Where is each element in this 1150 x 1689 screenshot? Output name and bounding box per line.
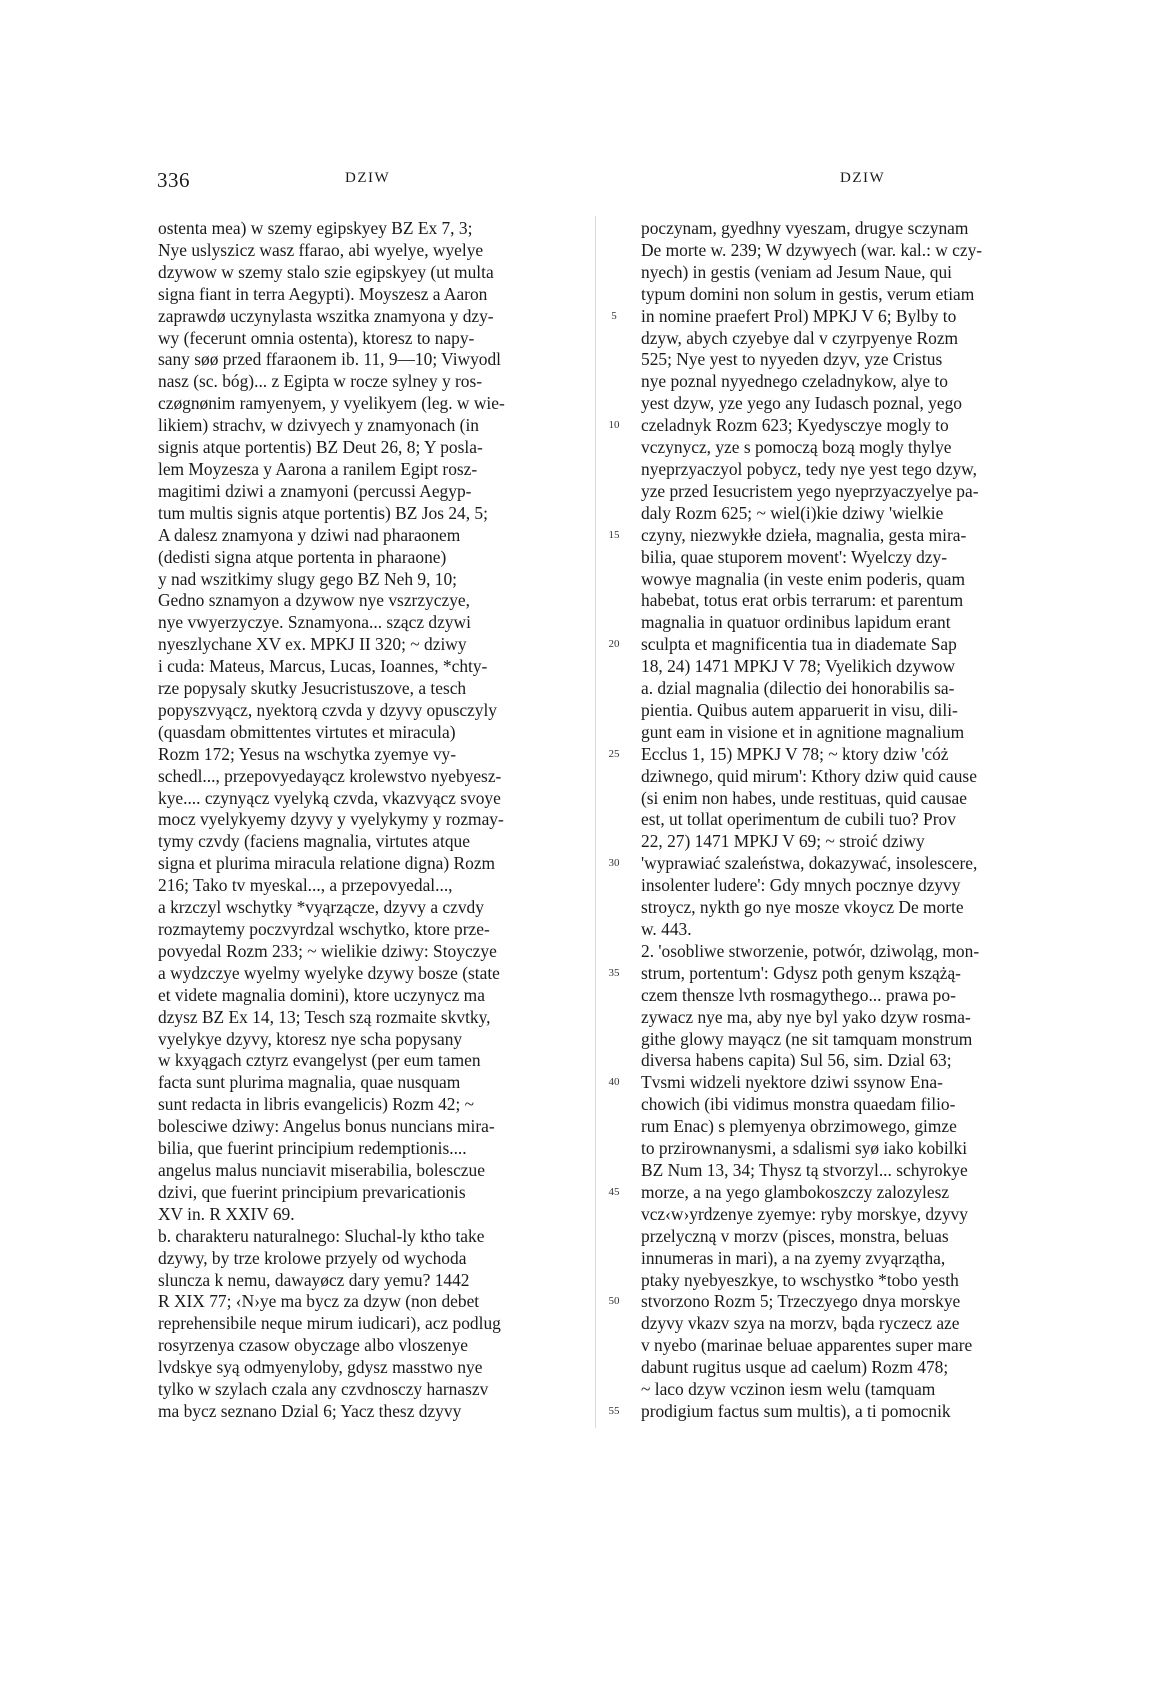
right-column-line: 2. 'osobliwe stworzenie, potwór, dziwoląg, mon- — [641, 940, 980, 961]
line-number: 20 — [608, 638, 620, 651]
right-column-line: chowich (ibi vidimus monstra quaedam filio- — [641, 1094, 956, 1115]
left-column-line: ostenta mea) w szemy egipskyey BZ Ex 7, 3; — [158, 218, 473, 238]
right-column-line: innumeras in mari), a na zyemy zvyąrzątha, — [641, 1247, 946, 1268]
left-column-line: signa et plurima miracula relatione digna) Rozm — [158, 853, 496, 874]
right-column-line: czyny, niezwykłe dzieła, magnalia, gesta mira- — [641, 524, 967, 545]
line-number: 40 — [608, 1076, 620, 1089]
right-column-line: magnalia in quatuor ordinibus lapidum erant — [641, 612, 951, 633]
right-column-line: est, ut tollat operimentum de cubili tuo? Prov — [641, 809, 956, 830]
left-column-line: et videte magnalia domini), ktore uczynycz ma — [158, 984, 485, 1005]
right-column-line: githe glowy mayącz (ne sit tamquam monstrum — [641, 1028, 973, 1049]
right-column-line: yze przed Iesucristem yego nyeprzyaczyelye pa- — [641, 480, 979, 501]
left-column-line: magitimi dziwi a znamyoni (percussi Aegyp- — [158, 480, 472, 501]
right-column-line: dabunt rugitus usque ad caelum) Rozm 478; — [641, 1357, 949, 1378]
left-column-line: w kxyągach cztyrz evangelyst (per eum tamen — [158, 1050, 481, 1071]
left-column-line: i cuda: Mateus, Marcus, Lucas, Ioannes, *chty- — [158, 656, 488, 677]
right-column-line: pientia. Quibus autem apparuerit in visu, dili- — [641, 699, 958, 720]
left-column-line: dzivi, que fuerint principium prevaricationis — [158, 1181, 466, 1202]
left-column-line: slunсza k nemu, dawayøcz dary yemu? 1442 — [158, 1269, 470, 1290]
left-column-line: dzywy, by trze krolowe przyely od wychoda — [158, 1247, 467, 1268]
right-column-line: stroycz, nykth go nye mosze vkoycz De morte — [641, 897, 964, 918]
right-column-line: v nyebo (marinae beluae apparentes super mare — [641, 1335, 973, 1356]
right-column-line: wowye magnalia (in veste enim poderis, quam — [641, 568, 966, 589]
right-column-line: ~ laco dzyw vczinon iesm welu (tamquam — [641, 1379, 936, 1400]
right-column-line: zywacz nye ma, aby nye byl yako dzyw rosma- — [641, 1006, 971, 1027]
left-column-line: nye vwyerzyczye. Sznamyona... sząсz dzywi — [158, 612, 471, 633]
line-number: 50 — [608, 1295, 620, 1308]
right-column-line: 18, 24) 1471 MPKJ V 78; Vyelikich dzywow — [641, 656, 956, 677]
right-column-line: vcz‹w›yrdzenye zyemye: ryby morskye, dzyvy — [641, 1203, 968, 1224]
right-column-line: Ecclus 1, 15) MPKJ V 78; ~ ktory dziw 'cóż — [641, 743, 949, 764]
left-column-line: 216; Tako tv myeskal..., a przepovyedal..., — [158, 875, 453, 896]
left-column-line: sunt redacta in libris evangelicis) Rozm 42; ~ — [158, 1094, 475, 1115]
right-column-line: dzyvy vkazv szya na morzv, bąda ryczecz aze — [641, 1313, 960, 1334]
right-column-line: in nomine praefert Prol) MPKJ V 6; Bylby to — [641, 305, 957, 326]
left-column-line: Rozm 172; Yesus na wschytka zyemye vy- — [158, 743, 457, 764]
left-column-line: A dalesz znamyona y dziwi nad pharaonem — [158, 524, 461, 545]
left-column-line: vyelykye dzyvy, ktoresz nye scha popysany — [158, 1028, 463, 1049]
right-column-line: habebat, totus erat orbis terrarum: et parentum — [641, 590, 964, 611]
running-head-right: DZIW — [840, 170, 886, 186]
right-column — [641, 218, 1071, 1423]
right-column-line: dziwnego, quid mirum': Kthory dziw quid cause — [641, 765, 977, 786]
left-column-line: zaprawdø uczynylasta wszitka znamyona y dzy- — [158, 305, 494, 326]
page-number: 336 — [157, 168, 190, 192]
line-number: 5 — [611, 309, 617, 322]
line-number: 15 — [608, 528, 620, 541]
right-column-line: BZ Num 13, 34; Thysz tą stvorzyl... schyrokye — [641, 1159, 968, 1180]
right-column-line: czem thensze lvth rosmagythego... prawa po- — [641, 984, 956, 1005]
left-column-line: sany søø przed ffaraonem ib. 11, 9—10; Viwyodl — [158, 349, 502, 370]
right-column-line: yest dzyw, yze yego any Iudasch poznal, yego — [641, 393, 962, 414]
left-column — [158, 218, 588, 1423]
right-column-line: diversa habens capita) Sul 56, sim. Dzial 63; — [641, 1050, 952, 1071]
right-column-line: insolenter ludere': Gdy mnych pocznye dzyvy — [641, 875, 961, 896]
left-column-line: rosyrzenya czasow obyczage albo vloszenye — [158, 1335, 468, 1356]
left-column-line: povyedal Rozm 233; ~ wielikie dziwy: Stoyczye — [158, 940, 497, 961]
left-column-line: (quasdam obmittentes virtutes et miracula) — [158, 721, 456, 742]
left-column-line: rozmaytemy poczvyrdzal wschytko, ktore prze- — [158, 919, 490, 939]
right-column-line: ptaky nyebyeszkye, to wschystko *tobo yesth — [641, 1269, 959, 1290]
left-column-line: tum multis signis atque portentis) BZ Jos 24, 5; — [158, 502, 488, 523]
left-column-line: signis atque portentis) BZ Deut 26, 8; Y posla- — [158, 437, 483, 458]
right-column-line: czeladnyk Rozm 623; Kyedysczye mogly to — [641, 415, 949, 436]
right-column-line: (si enim non habes, unde restituas, quid causae — [641, 787, 967, 808]
left-column-line: mocz vyelykyemy dzyvy y vyelykymy y rozmay- — [158, 809, 504, 830]
left-column-line: facta sunt plurima magnalia, quae nusquam — [158, 1072, 461, 1093]
left-column-line: wy (fecerunt omnia ostenta), ktoresz to napy- — [158, 327, 475, 348]
right-column-line: strum, portentum': Gdysz poth genym kszążą- — [641, 962, 961, 983]
right-column-line: w. 443. — [641, 919, 692, 939]
right-column-line: gunt eam in visione et in agnitione magnalium — [641, 721, 965, 742]
left-column-line: Gedno sznamyon a dzywow nye vszrzyczye, — [158, 590, 470, 611]
left-column-line: Nye uslyszicz wasz ffarao, abi wyelye, wyelye — [158, 239, 484, 260]
line-number: 55 — [608, 1404, 620, 1417]
left-column-line: y nad wszitkimy slugy gego BZ Neh 9, 10; — [158, 568, 457, 589]
left-column-line: dzysz BZ Ex 14, 13; Tesch szą rozmaite skvtky, — [158, 1006, 491, 1027]
right-column-line: typum domini non solum in gestis, verum etiam — [641, 283, 975, 304]
right-column-line: to przirownanysmi, a sdalismi syø iako kobilki — [641, 1138, 968, 1159]
right-column-line: przelyczną v morzv (pisces, monstra, beluas — [641, 1225, 949, 1246]
line-number: 25 — [608, 747, 620, 760]
right-column-line: 525; Nye yest to nyyeden dzyv, yze Cristus — [641, 349, 943, 370]
right-column-line: prodigium factus sum multis), a ti pomocnik — [641, 1400, 951, 1421]
left-column-line: rze popysaly skutky Jesucristuszove, a tesch — [158, 678, 467, 699]
left-column-line: czøgnønim ramyenyem, y vyelikyem (leg. w wie- — [158, 393, 505, 414]
right-column-line: morze, a na yego glambokoszczy zalozylesz — [641, 1181, 950, 1202]
right-column-line: daly Rozm 625; ~ wiel(i)kie dziwy 'wielkie — [641, 502, 944, 523]
left-column-line: popyszvyącz, nyektorą czvda y dzyvy opusczyly — [158, 699, 497, 720]
left-column-line: a wydzczye wyelmy wyelyke dzywy bosze (state — [158, 962, 500, 983]
left-column-line: reprehensibile neque mirum iudicari), acz podlug — [158, 1313, 501, 1334]
right-column-line: a. dzial magnalia (dilectio dei honorabilis sa- — [641, 678, 955, 699]
left-column-line: lvdskye syą odmyenyloby, gdysz masstwo nye — [158, 1357, 483, 1378]
left-column-line: tylko w szylach czala any czvdnosczy harnaszv — [158, 1379, 489, 1400]
right-column-line: poczynam, gyedhny vyeszam, drugye sczynam — [641, 218, 969, 238]
left-column-line: ma bycz seznano Dzial 6; Yacz thesz dzyvy — [158, 1400, 462, 1421]
left-column-line: bolesciwe dziwy: Angelus bonus nuncians mira- — [158, 1116, 495, 1137]
right-column-line: vczynycz, yze s pomoczą bozą mogly thylye — [641, 437, 952, 458]
left-column-line: likiem) strachv, w dzivyech y znamyonach (in — [158, 415, 479, 436]
right-column-line: 22, 27) 1471 MPKJ V 69; ~ stroić dziwy — [641, 831, 925, 852]
column-rule — [595, 216, 596, 1428]
left-column-line: angelus malus nunciavit miserabilia, bolesczue — [158, 1159, 485, 1180]
right-column-line: Tvsmi widzeli nyektore dziwi ssynow Ena- — [641, 1072, 943, 1093]
right-column-line: 'wyprawiać szaleństwa, dokazywać, insolescere, — [641, 853, 978, 874]
line-number: 45 — [608, 1185, 620, 1198]
left-column-line: tymy czvdy (faciens magnalia, virtutes atque — [158, 831, 470, 852]
line-number: 30 — [608, 857, 620, 870]
left-column-line: XV in. R XXIV 69. — [158, 1203, 295, 1224]
running-head-left: DZIW — [345, 170, 391, 186]
left-column-line: a krzczyl wschytky *vyąrzącze, dzyvy a czvdy — [158, 897, 484, 918]
left-column-line: dzywow w szemy stalo szie egipskyey (ut multa — [158, 261, 494, 282]
right-column-line: nyech) in gestis (veniam ad Jesum Naue, qui — [641, 261, 953, 282]
left-column-line: bilia, que fuerint principium redemptionis.... — [158, 1138, 467, 1159]
line-number: 35 — [608, 966, 620, 979]
left-column-line: schedl..., przepovyedayącz krolewstvo nyebyesz- — [158, 765, 502, 786]
left-column-line: b. charakteru naturalnego: Sluchal-ly ktho take — [158, 1225, 485, 1246]
right-column-line: nye poznal nyyednego czeladnykow, alye to — [641, 371, 948, 392]
right-column-line: sculpta et magnificentia tua in diademate Sap — [641, 634, 957, 655]
line-number: 10 — [608, 419, 620, 432]
right-column-line: rum Enac) s plemyenya obrzimowego, gimze — [641, 1116, 957, 1137]
left-column-line: nasz (sc. bóg)... z Egipta w rocze sylney y ros- — [158, 371, 483, 392]
right-column-line: stvorzono Rozm 5; Trzeczyego dnya morskye — [641, 1291, 961, 1312]
right-column-line: nyeprzyaczyol pobycz, tedy nye yest tego dzyw, — [641, 458, 977, 479]
left-column-line: nyeszlychane XV ex. MPKJ II 320; ~ dziwy — [158, 634, 467, 655]
left-column-line: lem Moyzesza y Aarona a ranilem Egipt rosz- — [158, 458, 478, 479]
right-column-line: bilia, quae stuporem movent': Wyelczy dzy- — [641, 546, 948, 567]
left-column-line: signa fiant in terra Aegypti). Moyszesz a Aaron — [158, 283, 488, 304]
right-column-line: dzyw, abych czyebye dal v czyrpyenye Rozm — [641, 327, 959, 348]
left-column-line: kye.... czynyącz vyelyką czvda, vkazvyącz svoye — [158, 787, 501, 808]
left-column-line: (dedisti signa atque portenta in pharaone) — [158, 546, 447, 567]
left-column-line: R XIX 77; ‹N›ye ma bycz za dzyw (non debet — [158, 1291, 480, 1312]
right-column-line: De morte w. 239; W dzywyech (war. kal.: w czy- — [641, 239, 983, 260]
